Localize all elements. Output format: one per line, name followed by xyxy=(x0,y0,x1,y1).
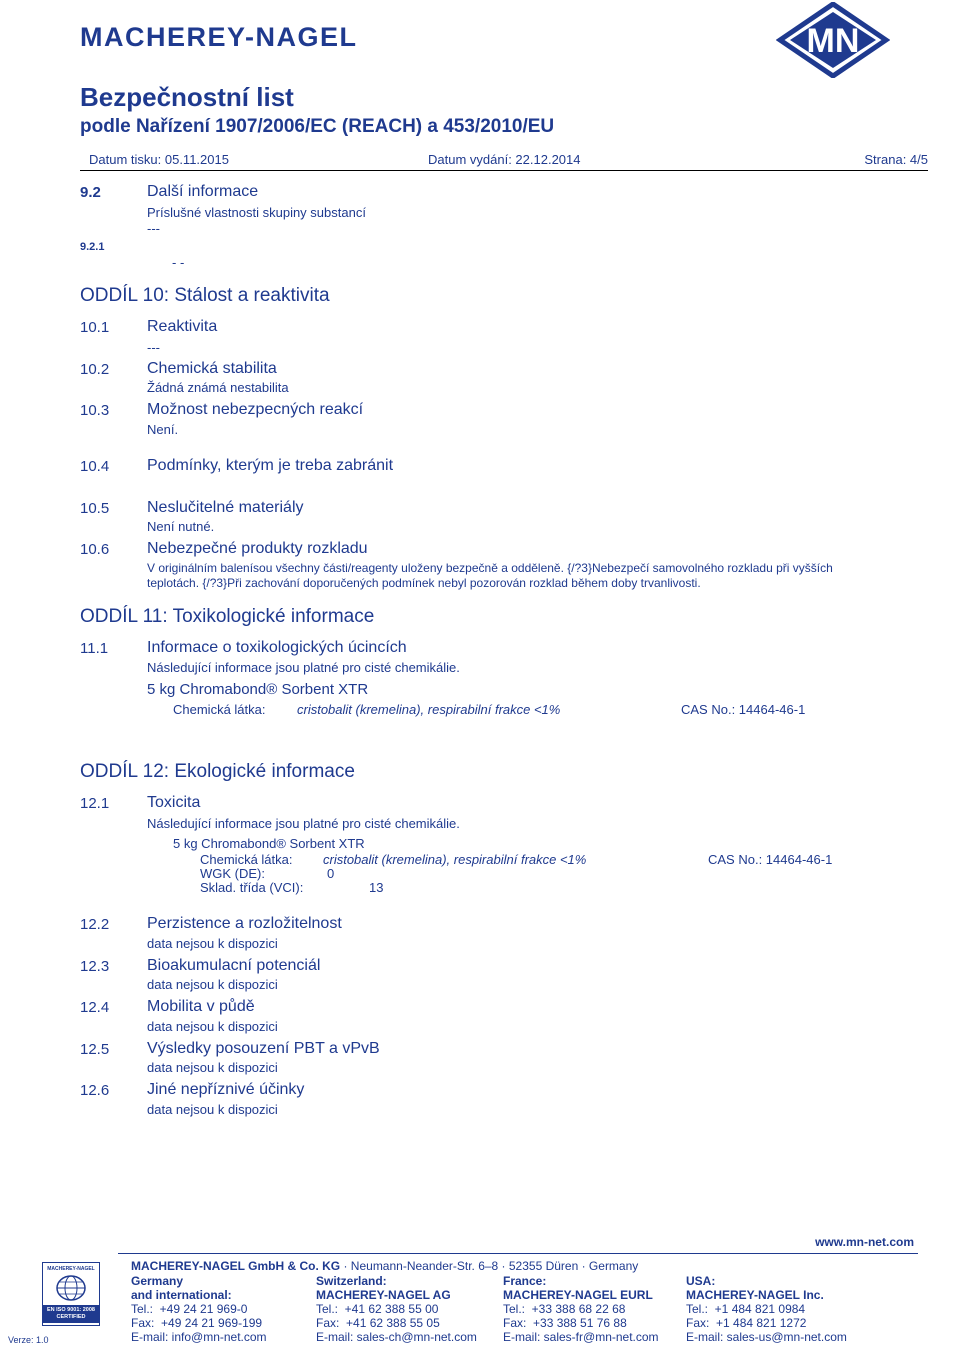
section-12-4-number: 12.4 xyxy=(80,999,110,1016)
section-12-3-number: 12.3 xyxy=(80,958,110,975)
certification-brand: MACHEREY-NAGEL xyxy=(47,1266,95,1272)
section-12-heading: ODDÍL 12: Ekologické informace xyxy=(80,761,355,782)
section-12-6-number: 12.6 xyxy=(80,1082,110,1099)
section-11-cas: CAS No.: 14464-46-1 xyxy=(681,702,806,717)
section-12-2-text: data nejsou k dispozici xyxy=(147,936,278,951)
section-9-2-1-number: 9.2.1 xyxy=(80,241,105,253)
section-12-note: Následující informace jsou platné pro cisté chemikálie. xyxy=(147,816,460,831)
footer-col-title1: Germany xyxy=(131,1274,184,1288)
section-12-wgk-label: WGK (DE): xyxy=(200,866,265,881)
certification-band xyxy=(43,1305,99,1323)
footer-col-usa xyxy=(686,1274,866,1344)
footer-col-title2: MACHEREY-NAGEL EURL xyxy=(503,1288,653,1302)
section-12-3-title: Bioakumulacní potenciál xyxy=(147,957,321,974)
footer-col-tel: Tel.: +1 484 821 0984 xyxy=(686,1302,806,1316)
section-9-2-line1: Príslušné vlastnosti skupiny substancí xyxy=(147,205,366,220)
section-10-1-number: 10.1 xyxy=(80,319,110,336)
section-10-1-title: Reaktivita xyxy=(147,318,218,335)
section-9-2-number: 9.2 xyxy=(80,184,101,201)
footer-col-title2: MACHEREY-NAGEL AG xyxy=(316,1288,451,1302)
section-12-2-title: Perzistence a rozložitelnost xyxy=(147,915,342,932)
print-date: Datum tisku: 05.11.2015 xyxy=(89,152,229,167)
section-12-wgk-value: 0 xyxy=(327,866,335,881)
section-10-5-title: Neslučitelné materiály xyxy=(147,499,304,516)
section-9-2-title: Další informace xyxy=(147,183,259,200)
section-11-1-number: 11.1 xyxy=(80,640,109,657)
section-10-4-number: 10.4 xyxy=(80,458,110,475)
section-10-3-number: 10.3 xyxy=(80,402,110,419)
document-version: Verze: 1.0 xyxy=(8,1335,49,1345)
mn-logo-text: MN xyxy=(806,22,860,60)
section-10-5-number: 10.5 xyxy=(80,500,110,517)
page-number: Strana: 4/5 xyxy=(864,152,928,167)
section-12-3-text: data nejsou k dispozici xyxy=(147,977,278,992)
footer-col-fax: Fax: +33 388 51 76 88 xyxy=(503,1316,627,1330)
footer-col-germany xyxy=(131,1274,311,1344)
footer-col-email[interactable]: E-mail: sales-us@mn-net.com xyxy=(686,1330,847,1344)
section-12-substance-label: Chemická látka: xyxy=(200,852,293,867)
footer-col-title2: MACHEREY-NAGEL Inc. xyxy=(686,1288,824,1302)
footer-col-email[interactable]: E-mail: info@mn-net.com xyxy=(131,1330,267,1344)
footer-address: · Neumann-Neander-Str. 6–8 · 52355 Düren · Germany xyxy=(343,1259,639,1273)
footer-company: MACHEREY-NAGEL GmbH & Co. KG xyxy=(131,1259,341,1273)
document-subtitle: podle Nařízení 1907/2006/EC (REACH) a 453/2010/EU xyxy=(80,116,555,137)
section-10-1-text: --- xyxy=(147,340,160,355)
footer-col-switzerland xyxy=(316,1274,501,1344)
section-12-6-text: data nejsou k dispozici xyxy=(147,1102,278,1117)
certification-line2: CERTIFIED xyxy=(56,1314,86,1320)
section-12-5-title: Výsledky posouzení PBT a vPvB xyxy=(147,1040,380,1057)
footer-col-title1: Switzerland: xyxy=(316,1274,387,1288)
section-10-6-line1: V originálním balenísou všechny části/reagenty uloženy bezpečně a odděleně. {/?3}Nebezpečí samovolného rozkladu při vyšších xyxy=(147,561,833,575)
section-12-sklad-value: 13 xyxy=(369,880,384,895)
section-10-2-text: Žádná známá nestabilita xyxy=(147,380,289,395)
section-10-3-title: Možnost nebezpecných reakcí xyxy=(147,401,364,418)
footer-col-france xyxy=(503,1274,683,1344)
footer-col-tel: Tel.: +41 62 388 55 00 xyxy=(316,1302,439,1316)
section-12-2-number: 12.2 xyxy=(80,916,110,933)
footer-company-line xyxy=(131,1259,638,1273)
certification-badge xyxy=(42,1262,100,1326)
footer-col-email[interactable]: E-mail: sales-ch@mn-net.com xyxy=(316,1330,477,1344)
section-10-6-number: 10.6 xyxy=(80,541,110,558)
footer-col-title1: USA: xyxy=(686,1274,716,1288)
section-9-2-line2: --- xyxy=(147,221,160,236)
section-12-1-number: 12.1 xyxy=(80,795,110,812)
section-10-2-title: Chemická stabilita xyxy=(147,360,277,377)
section-12-sklad-label: Sklad. třída (VCI): xyxy=(200,880,304,895)
footer-col-tel: Tel.: +33 388 68 22 68 xyxy=(503,1302,626,1316)
section-11-note: Následující informace jsou platné pro cisté chemikálie. xyxy=(147,660,460,675)
footer-website[interactable]: www.mn-net.com xyxy=(815,1235,914,1249)
section-11-substance: cristobalit (kremelina), respirabilní frakce <1% xyxy=(297,702,561,717)
footer-col-title1: France: xyxy=(503,1274,547,1288)
section-10-4-title: Podmínky, kterým je treba zabránit xyxy=(147,457,394,474)
header-divider xyxy=(80,170,928,171)
globe-icon xyxy=(55,1275,87,1301)
section-12-product: 5 kg Chromabond® Sorbent XTR xyxy=(173,836,365,851)
footer-divider xyxy=(118,1253,918,1254)
section-10-3-text: Není. xyxy=(147,422,179,437)
section-11-substance-label: Chemická látka: xyxy=(173,702,266,717)
mn-logo xyxy=(776,2,890,78)
section-12-5-number: 12.5 xyxy=(80,1041,110,1058)
section-12-6-title: Jiné nepříznivé účinky xyxy=(147,1081,305,1098)
section-11-1-title: Informace o toxikologických úcincích xyxy=(147,639,407,656)
document-title: Bezpečnostní list xyxy=(80,82,294,112)
section-12-4-title: Mobilita v půdě xyxy=(147,998,255,1015)
footer-col-email[interactable]: E-mail: sales-fr@mn-net.com xyxy=(503,1330,659,1344)
section-12-4-text: data nejsou k dispozici xyxy=(147,1019,278,1034)
section-10-6-line2: teplotách. {/?3}Při zachování doporučených podmínek nebyl pozorován rozklad během doby trvanlivosti. xyxy=(147,576,701,590)
section-10-heading: ODDÍL 10: Stálost a reaktivita xyxy=(80,285,330,306)
footer-col-fax: Fax: +41 62 388 55 05 xyxy=(316,1316,440,1330)
section-10-6-title: Nebezpečné produkty rozkladu xyxy=(147,540,368,557)
section-9-2-1-value: - - xyxy=(172,255,185,270)
section-12-cas: CAS No.: 14464-46-1 xyxy=(708,852,833,867)
section-11-product: 5 kg Chromabond® Sorbent XTR xyxy=(147,681,369,698)
section-11-heading: ODDÍL 11: Toxikologické informace xyxy=(80,606,375,627)
brand-name: MACHEREY-NAGEL xyxy=(80,22,358,52)
section-12-1-title: Toxicita xyxy=(147,794,201,811)
section-10-5-text: Není nutné. xyxy=(147,519,215,534)
section-12-substance: cristobalit (kremelina), respirabilní frakce <1% xyxy=(323,852,587,867)
certification-line1: EN ISO 9001: 2008 xyxy=(46,1307,95,1313)
issue-date: Datum vydání: 22.12.2014 xyxy=(428,152,581,167)
footer-col-fax: Fax: +1 484 821 1272 xyxy=(686,1316,807,1330)
footer-col-tel: Tel.: +49 24 21 969-0 xyxy=(131,1302,248,1316)
footer-col-title2: and international: xyxy=(131,1288,232,1302)
section-12-5-text: data nejsou k dispozici xyxy=(147,1060,278,1075)
footer-col-fax: Fax: +49 24 21 969-199 xyxy=(131,1316,263,1330)
section-10-2-number: 10.2 xyxy=(80,361,110,378)
